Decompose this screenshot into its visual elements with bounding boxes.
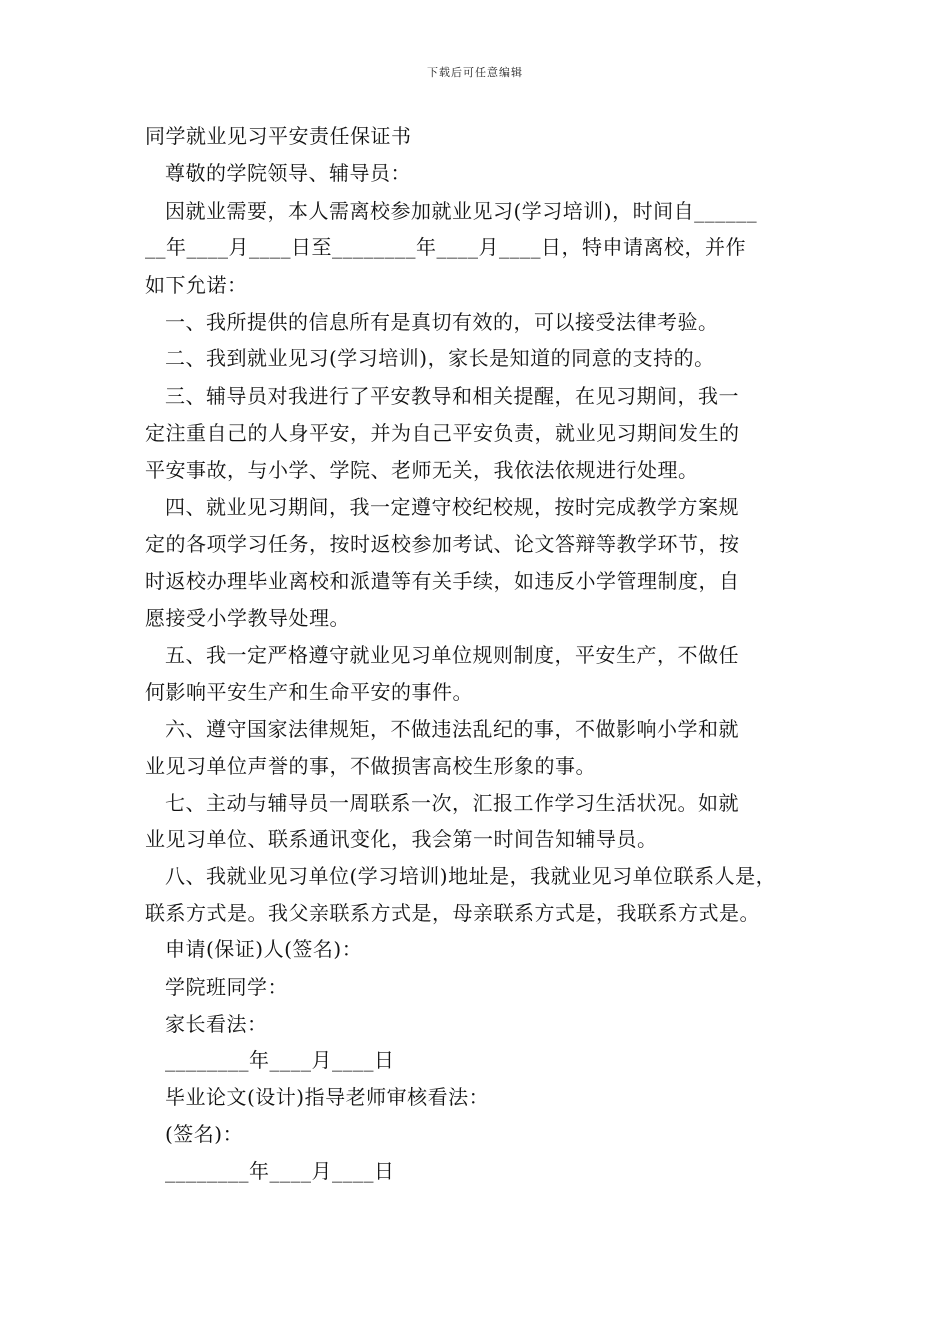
clause-6: 六、遵守国家法律规矩，不做违法乱纪的事，不做影响小学和就 — [165, 717, 739, 741]
applicant-signature-line: 申请(保证)人(签名)： — [165, 937, 363, 961]
clause-7: 七、主动与辅导员一周联系一次，汇报工作学习生活状况。如就 — [165, 791, 739, 815]
body-line: __年____月____日至________年____月____日，特申请离校，并作 — [145, 235, 746, 259]
body-line: 如下允诺： — [145, 273, 248, 297]
clause-3-cont: 定注重自己的人身平安，并为自己平安负责，就业见习期间发生的 — [145, 421, 740, 445]
clause-4-cont: 愿接受小学教导处理。 — [145, 606, 350, 630]
date-line: ________年____月____日 — [165, 1048, 395, 1072]
clause-3: 三、辅导员对我进行了平安教导和相关提醒，在见习期间，我一 — [165, 384, 739, 408]
clause-8: 八、我就业见习单位(学习培训)地址是，我就业见习单位联系人是， — [165, 864, 777, 888]
clause-8-cont: 联系方式是。我父亲联系方式是，母亲联系方式是，我联系方式是。 — [145, 901, 760, 925]
date-line: ________年____月____日 — [165, 1159, 395, 1183]
clause-4: 四、就业见习期间，我一定遵守校纪校规，按时完成教学方案规 — [165, 495, 739, 519]
clause-2: 二、我到就业见习(学习培训)，家长是知道的同意的支持的。 — [165, 346, 715, 370]
clause-1: 一、我所提供的信息所有是真切有效的，可以接受法律考验。 — [165, 310, 719, 334]
salutation: 尊敬的学院领导、辅导员： — [165, 161, 411, 185]
clause-5: 五、我一定严格遵守就业见习单位规则制度，平安生产，不做任 — [165, 643, 739, 667]
advisor-opinion-line: 毕业论文(设计)指导老师审核看法： — [165, 1085, 490, 1109]
class-student-line: 学院班同学： — [165, 975, 288, 999]
page-header-note: 下载后可任意编辑 — [427, 66, 523, 79]
parent-opinion-line: 家长看法： — [165, 1012, 268, 1036]
clause-5-cont: 何影响平安生产和生命平安的事件。 — [145, 680, 473, 704]
clause-6-cont: 业见习单位声誉的事，不做损害高校生形象的事。 — [145, 754, 596, 778]
clause-3-cont: 平安事故，与小学、学院、老师无关，我依法依规进行处理。 — [145, 458, 699, 482]
clause-4-cont: 时返校办理毕业离校和派遣等有关手续，如违反小学管理制度，自 — [145, 569, 740, 593]
clause-4-cont: 定的各项学习任务，按时返校参加考试、论文答辩等教学环节，按 — [145, 532, 740, 556]
clause-7-cont: 业见习单位、联系通讯变化，我会第一时间告知辅导员。 — [145, 827, 658, 851]
advisor-signature-line: (签名)： — [165, 1122, 244, 1146]
document-title: 同学就业见习平安责任保证书 — [145, 124, 412, 148]
body-line: 因就业需要，本人需离校参加就业见习(学习培训)，时间自______ — [165, 199, 758, 223]
